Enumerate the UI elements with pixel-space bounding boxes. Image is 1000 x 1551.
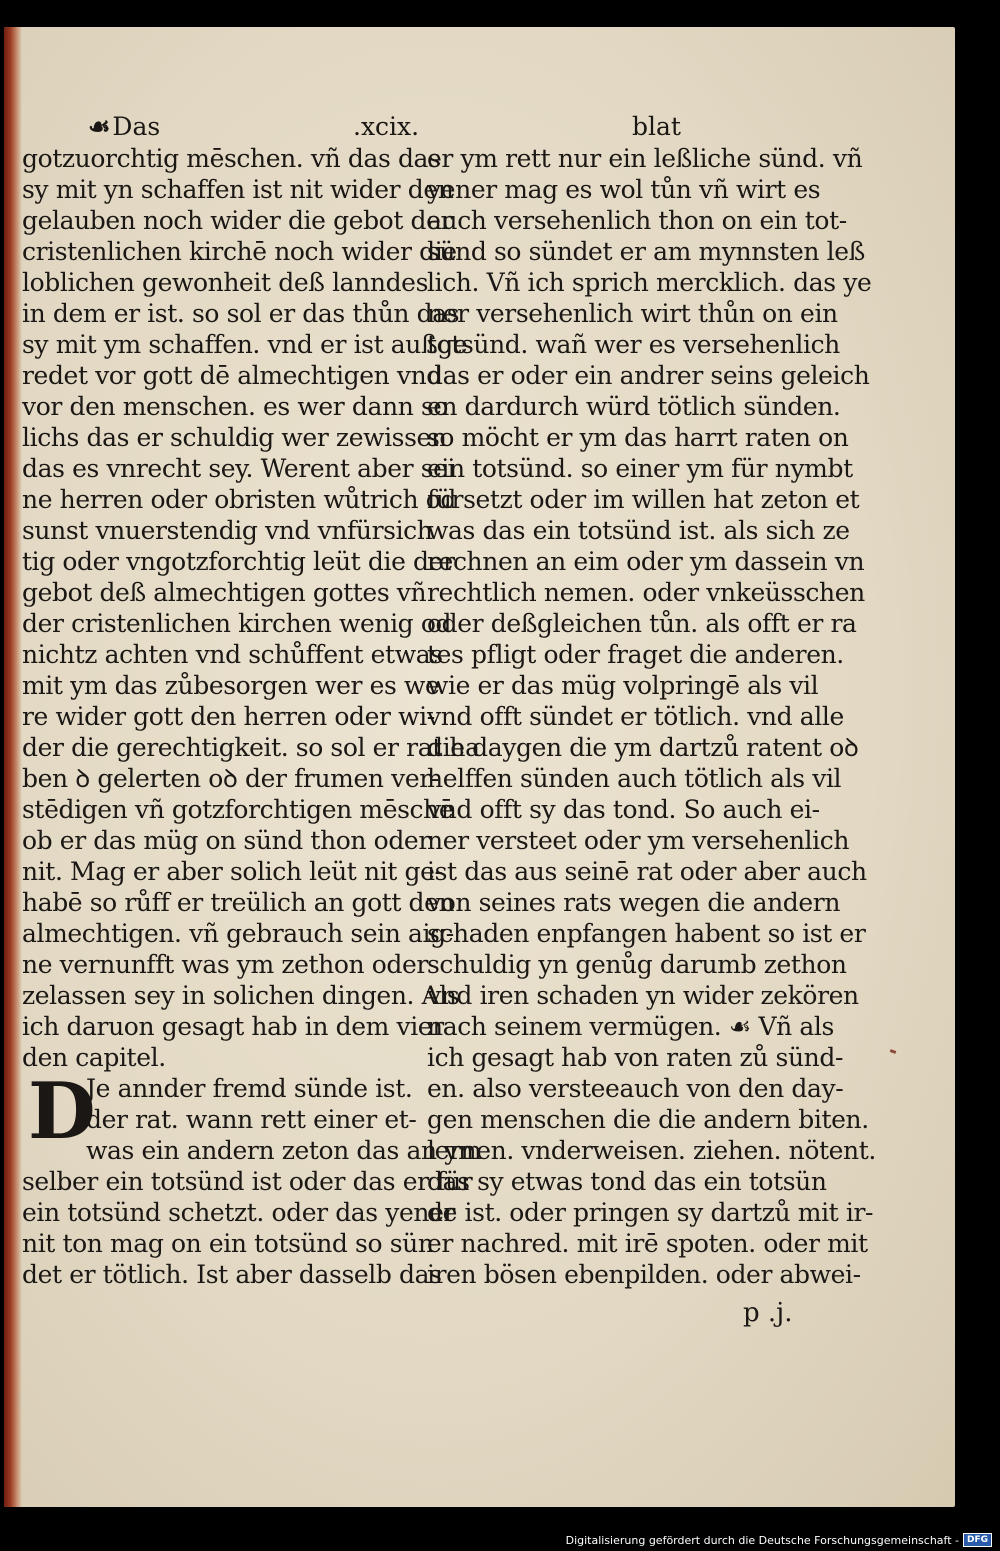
text-line: tes pfligt oder fraget die anderen. xyxy=(427,640,844,669)
text-line: en dardurch würd tötlich sünden. xyxy=(427,392,841,421)
text-line: ein totsünd schetzt. oder das yener xyxy=(22,1198,456,1227)
text-line: fürsetzt oder im willen hat zeton et xyxy=(427,485,860,514)
text-line: ein totsünd. so einer ym für nymbt xyxy=(427,454,853,483)
text-line: ich gesagt hab von raten zů sünd- xyxy=(427,1043,843,1072)
text-line: ner versteet oder ym versehenlich xyxy=(427,826,850,855)
drop-initial: D xyxy=(28,1066,96,1157)
text-line: loblichen gewonheit deß lanndes xyxy=(22,268,428,297)
text-line: helffen sünden auch tötlich als vil xyxy=(427,764,842,793)
text-line: der rat. wann rett einer et- xyxy=(86,1105,417,1134)
text-line: de ist. oder pringen sy dartzů mit ir- xyxy=(427,1198,874,1227)
text-line: iren bösen ebenpilden. oder abwei- xyxy=(427,1260,861,1289)
text-line: zelassen sey in solichen dingen. Als xyxy=(22,981,460,1010)
text-line: totsünd. wañ wer es versehenlich xyxy=(427,330,840,359)
text-line: stēdigen vñ gotzforchtigen mēschē xyxy=(22,795,454,824)
text-line: sünd so sündet er am mynnsten leß xyxy=(427,237,865,266)
text-line: der cristenlichen kirchen wenig od xyxy=(22,609,452,638)
text-line: schuldig yn genůg darumb zethon xyxy=(427,950,847,979)
text-line: das es vnrecht sey. Werent aber sei xyxy=(22,454,456,483)
text-line: vnd offt sy das tond. So auch ei- xyxy=(427,795,820,824)
text-line: schaden enpfangen habent so ist er xyxy=(427,919,866,948)
left-text-column xyxy=(22,143,480,1073)
text-line: was ein andern zeton das an ym xyxy=(86,1136,482,1165)
text-line: wie er das müg volpringē als vil xyxy=(427,671,819,700)
text-line: das sy etwas tond das ein totsün xyxy=(427,1167,827,1196)
text-line: nach seinem vermügen. ☙ Vñ als xyxy=(427,1012,834,1041)
text-line: nit. Mag er aber solich leüt nit ge- xyxy=(22,857,443,886)
text-line: gebot deß almechtigen gottes vñ xyxy=(22,578,427,607)
running-head-right: blat xyxy=(632,112,681,141)
text-line: so möcht er ym das harrt raten on xyxy=(427,423,849,452)
text-line: vnd offt sündet er tötlich. vnd alle xyxy=(427,702,844,731)
text-line: er ym rett nur ein leßliche sünd. vñ xyxy=(427,144,863,173)
text-line: redet vor gott dē almechtigen vnd xyxy=(22,361,442,390)
text-line: Je annder fremd sünde ist. xyxy=(86,1074,413,1103)
text-line: das er oder ein andrer seins geleich xyxy=(427,361,870,390)
text-line: selber ein totsünd ist oder das er für xyxy=(22,1167,473,1196)
text-line: lich. Vñ ich sprich mercklich. das ye xyxy=(427,268,872,297)
text-line: ne vernunfft was ym zethon oder xyxy=(22,950,428,979)
page-binding-edge xyxy=(4,27,22,1507)
running-head-word: Das xyxy=(112,112,161,141)
text-line: nit ton mag on ein totsünd so sün xyxy=(22,1229,434,1258)
margin-mark xyxy=(890,1049,897,1054)
text-line: gen menschen die die andern biten. xyxy=(427,1105,869,1134)
text-line: lernen. vnderweisen. ziehen. nötent. xyxy=(427,1136,876,1165)
text-line: ich daruon gesagt hab in dem vier xyxy=(22,1012,444,1041)
text-line: almechtigen. vñ gebrauch sein aig- xyxy=(22,919,454,948)
text-line: rechnen an eim oder ym dassein vn xyxy=(427,547,865,576)
text-line: rechtlich nemen. oder vnkeüsschen xyxy=(427,578,865,607)
text-line: vor den menschen. es wer dann so xyxy=(22,392,449,421)
text-line: mit ym das zůbesorgen wer es we xyxy=(22,671,440,700)
text-line: yener mag es wol tůn vñ wirt es xyxy=(427,175,821,204)
text-line: re wider gott den herren oder wi- xyxy=(22,702,435,731)
text-line: vnd iren schaden yn wider zekören xyxy=(427,981,859,1010)
text-line: die daygen die ym dartzů ratent oꝺ xyxy=(427,733,859,762)
text-line: sunst vnuerstendig vnd vnfürsich xyxy=(22,516,433,545)
dfg-logo: DFG xyxy=(963,1533,992,1547)
text-line: tig oder vngotzforchtig leüt die der xyxy=(22,547,455,576)
text-line: der die gerechtigkeit. so sol er rat ha xyxy=(22,733,480,762)
text-line: en. also versteeauch von den day- xyxy=(427,1074,844,1103)
text-line: ne herren oder obristen wůtrich od xyxy=(22,485,456,514)
text-line: sy mit ym schaffen. vnd er ist außge xyxy=(22,330,468,359)
text-line: nichtz achten vnd schůffent etwas xyxy=(22,640,443,669)
footer-text: Digitalisierung gefördert durch die Deutsche Forschungsgemeinschaft - xyxy=(565,1533,959,1547)
text-line: den capitel. xyxy=(22,1043,166,1072)
signature-mark: p .j. xyxy=(743,1298,793,1328)
text-line: ob er das müg on sünd thon oder xyxy=(22,826,430,855)
text-line: oder deßgleichen tůn. als offt er ra xyxy=(427,609,857,638)
text-line: in dem er ist. so sol er das thůn das xyxy=(22,299,460,328)
text-line: lichs das er schuldig wer zewissen xyxy=(22,423,447,452)
text-line: cristenlichen kirchē noch wider die xyxy=(22,237,457,266)
running-head-left xyxy=(88,112,160,141)
paragraph-mark-icon: ☙ xyxy=(88,112,111,141)
left-paragraph-two xyxy=(22,1066,482,1290)
text-line: ben ꝺ gelerten oꝺ der frumen ver- xyxy=(22,764,439,793)
text-line: det er tötlich. Ist aber dasselb das xyxy=(22,1260,442,1289)
folio-number: .xcix. xyxy=(353,112,420,141)
footer-credit xyxy=(566,1533,992,1547)
text-line: gelauben noch wider die gebot der xyxy=(22,206,453,235)
right-text-column xyxy=(427,143,876,1290)
text-line: gotzuorchtig mēschen. vñ das das xyxy=(22,144,441,173)
text-line: ner versehenlich wirt thůn on ein xyxy=(427,299,838,328)
text-line: auch versehenlich thon on ein tot- xyxy=(427,206,847,235)
text-line: ist das aus seinē rat oder aber auch xyxy=(427,857,867,886)
text-line: was das ein totsünd ist. als sich ze xyxy=(427,516,850,545)
text-line: habē so růff er treülich an gott den xyxy=(22,888,455,917)
text-line: von seines rats wegen die andern xyxy=(427,888,841,917)
text-line: er nachred. mit irē spoten. oder mit xyxy=(427,1229,868,1258)
text-line: sy mit yn schaffen ist nit wider den xyxy=(22,175,454,204)
